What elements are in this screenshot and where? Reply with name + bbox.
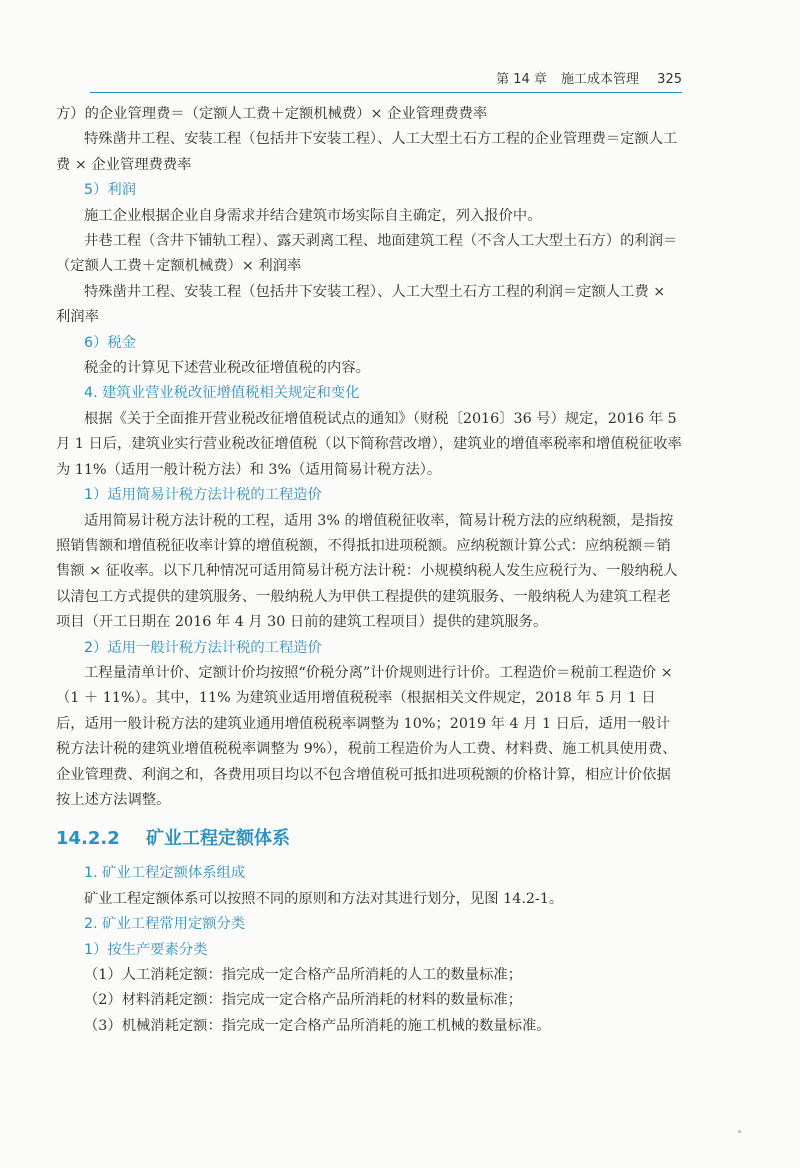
subheading-tax: 6）税金	[84, 334, 136, 351]
list-item: （2）材料消耗定额：指完成一定合格产品所消耗的材料的数量标准；	[84, 992, 522, 1009]
paragraph: 矿业工程定额体系可以按照不同的原则和方法对其进行划分，见图 14.2-1。	[84, 890, 564, 907]
chapter-number: 第 14 章	[496, 72, 547, 87]
paragraph: 方）的企业管理费＝（定额人工费＋定额机械费）× 企业管理费费率	[56, 106, 488, 122]
page-number: 325	[657, 72, 682, 87]
heading-common-quotas: 2. 矿业工程常用定额分类	[84, 916, 246, 933]
page-body	[56, 102, 684, 1039]
heading-composition: 1. 矿业工程定额体系组成	[84, 865, 246, 882]
page-speck	[738, 1130, 741, 1133]
header-text	[496, 68, 682, 87]
subheading-profit: 5）利润	[84, 182, 136, 199]
running-header	[90, 64, 682, 93]
paragraph: 适用简易计税方法计税的工程，适用 3% 的增值税征收率，简易计税方法的应纳税额，是指按照销售额和增值税征收率计算的增值税额，不得抵扣进项税额。应纳税额计算公式：应纳税额＝销售额 × 征收率。以下几种情况可适用简易计税方法计税：小规模纳税人发生应税行为、一般纳税人以清包工方式提供的建筑服务、一般纳税人为甲供工程提供的建筑服务、一般纳税人为建筑工程老项目（开工日期在 2016 年 4 月 30 日前的建筑工程项目）提供的建筑服务。	[56, 512, 678, 631]
list-item: （1）人工消耗定额：指完成一定合格产品所消耗的人工的数量标准；	[84, 967, 522, 983]
chapter-title: 施工成本管理	[561, 72, 640, 87]
section-title: 矿业工程定额体系	[146, 828, 291, 850]
subheading-simple-tax: 1）适用简易计税方法计税的工程造价	[84, 487, 322, 504]
paragraph: 井巷工程（含井下铺轨工程）、露天剥离工程、地面建筑工程（不含人工大型土石方）的利润＝（定额人工费＋定额机械费）× 利润率	[56, 233, 678, 275]
heading-vat: 4. 建筑业营业税改征增值税相关规定和变化	[84, 385, 360, 402]
paragraph: 施工企业根据企业自身需求并结合建筑市场实际自主确定，列入报价中。	[84, 207, 542, 224]
paragraph: 根据《关于全面推开营业税改征增值税试点的通知》（财税〔2016〕36 号）规定，2016 年 5 月 1 日后，建筑业实行营业税改征增值税（以下简称营改增），建筑业的增值率税率和增值税征收率为 11%（适用一般计税方法）和 3%（适用简易计税方法）。	[56, 410, 682, 478]
subheading-by-factor: 1）按生产要素分类	[84, 941, 208, 958]
paragraph: 税金的计算见下述营业税改征增值税的内容。	[84, 360, 370, 377]
section-heading	[56, 825, 684, 853]
subheading-general-tax: 2）适用一般计税方法计税的工程造价	[84, 639, 322, 656]
paragraph: 特殊凿井工程、安装工程（包括井下安装工程）、人工大型土石方工程的企业管理费＝定额人工费 × 企业管理费费率	[56, 131, 678, 173]
paragraph: 特殊凿井工程、安装工程（包括井下安装工程）、人工大型土石方工程的利润＝定额人工费 × 利润率	[56, 283, 666, 326]
paragraph: 工程量清单计价、定额计价均按照“价税分离”计价规则进行计价。工程造价＝税前工程造价 ×（1 ＋ 11%）。其中，11% 为建筑业适用增值税税率（根据相关文件规定，2018 年 5 月 1 日后，适用一般计税方法的建筑业通用增值税税率调整为 10%；2019 年 4 月 1 日后，适用一般计税方法计税的建筑业增值税税率调整为 9%），税前工程造价为人工费、材料费、施工机具使用费、企业管理费、利润之和，各费用项目均以不包含增值税可抵扣进项税额的价格计算，相应计价依据按上述方法调整。	[56, 664, 677, 808]
list-item: （3）机械消耗定额：指完成一定合格产品所消耗的施工机械的数量标准。	[84, 1017, 551, 1034]
section-number: 14.2.2	[56, 828, 120, 850]
